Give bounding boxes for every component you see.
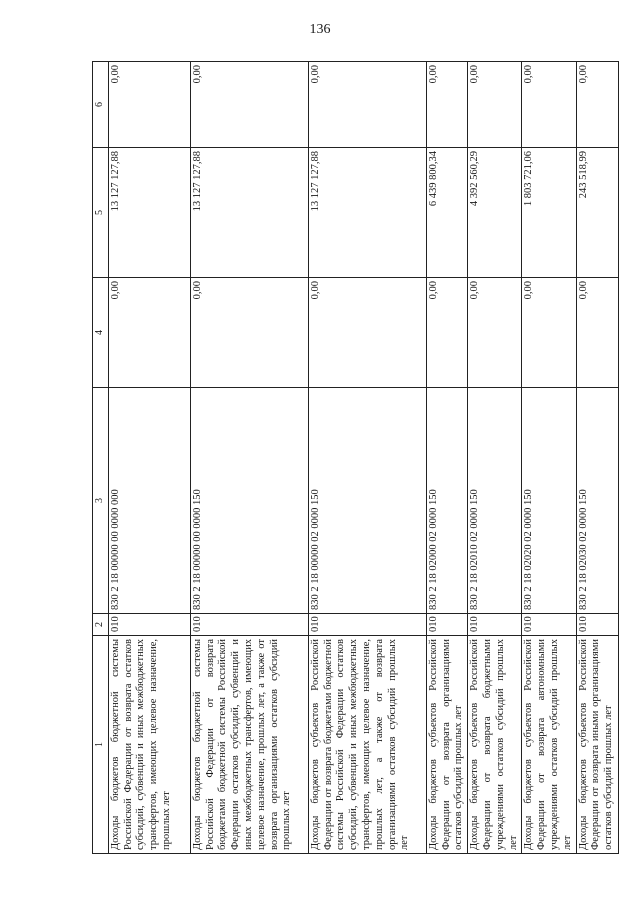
row-col-4: 0,00 (190, 278, 308, 388)
row-kbk: 830 2 18 02010 02 0000 150 (468, 388, 522, 614)
row-name: Доходы бюджетов субъектов Российской Федерации от возврата автономными учреждениями остатков субсидий прошлых лет (522, 636, 576, 854)
row-col-4: 0,00 (426, 278, 467, 388)
row-kbk: 830 2 18 02020 02 0000 150 (522, 388, 576, 614)
page-number: 136 (309, 22, 331, 37)
header-col-1: 1 (93, 636, 109, 854)
row-code: 010 (108, 614, 190, 636)
report-table (92, 61, 619, 854)
table-wrapper (92, 62, 615, 854)
table-row (108, 62, 190, 854)
row-name: Доходы бюджетов субъектов Российской Федерации от возврата бюджетными учреждениями остатков субсидий прошлых лет (468, 636, 522, 854)
rotated-table-area (92, 62, 615, 854)
row-code: 010 (576, 614, 618, 636)
row-col-4: 0,00 (522, 278, 576, 388)
row-col-6: 0,00 (468, 62, 522, 148)
row-name: Доходы бюджетов субъектов Российской Федерации от возврата иными организациями остатков субсидий прошлых лет (576, 636, 618, 854)
row-col-6: 0,00 (576, 62, 618, 148)
row-col-6: 0,00 (426, 62, 467, 148)
table-row (576, 62, 618, 854)
row-name: Доходы бюджетов субъектов Российской Федерации от возврата бюджетами бюджетной системы Российской Федерации остатков субсидий, субвенций и иных межбюджетных трансфертов, имеющих целевое назначение, прошлых лет, а также от возврата организациями остатков субсидий прошлых лет (308, 636, 426, 854)
row-kbk: 830 2 18 00000 00 0000 150 (190, 388, 308, 614)
header-col-3: 3 (93, 388, 109, 614)
row-col-6: 0,00 (190, 62, 308, 148)
row-col-4: 0,00 (108, 278, 190, 388)
row-name: Доходы бюджетов бюджетной системы Российской Федерации от возврата остатков субсидий, субвенций и иных межбюджетных трансфертов, имеющих целевое назначение, прошлых лет (108, 636, 190, 854)
row-kbk: 830 2 18 00000 02 0000 150 (308, 388, 426, 614)
row-code: 010 (190, 614, 308, 636)
row-col-6: 0,00 (522, 62, 576, 148)
row-kbk: 830 2 18 02030 02 0000 150 (576, 388, 618, 614)
row-col-6: 0,00 (108, 62, 190, 148)
row-kbk: 830 2 18 02000 02 0000 150 (426, 388, 467, 614)
row-code: 010 (522, 614, 576, 636)
row-col-5: 243 518,99 (576, 148, 618, 278)
row-col-6: 0,00 (308, 62, 426, 148)
row-code: 010 (426, 614, 467, 636)
row-col-4: 0,00 (576, 278, 618, 388)
row-col-5: 13 127 127,88 (108, 148, 190, 278)
table-row (522, 62, 576, 854)
row-code: 010 (308, 614, 426, 636)
row-col-4: 0,00 (308, 278, 426, 388)
row-col-5: 4 392 560,29 (468, 148, 522, 278)
table-row (426, 62, 467, 854)
table-row (190, 62, 308, 854)
row-col-5: 1 803 721,06 (522, 148, 576, 278)
table-row (308, 62, 426, 854)
row-col-5: 6 439 800,34 (426, 148, 467, 278)
row-code: 010 (468, 614, 522, 636)
row-kbk: 830 2 18 00000 00 0000 000 (108, 388, 190, 614)
table-row (468, 62, 522, 854)
header-col-4: 4 (93, 278, 109, 388)
header-col-6: 6 (93, 62, 109, 148)
row-col-5: 13 127 127,88 (308, 148, 426, 278)
row-name: Доходы бюджетов субъектов Российской Федерации от возврата организациями остатков субсидий прошлых лет (426, 636, 467, 854)
header-col-5: 5 (93, 148, 109, 278)
row-col-4: 0,00 (468, 278, 522, 388)
table-header-row (93, 62, 109, 854)
header-col-2: 2 (93, 614, 109, 636)
row-col-5: 13 127 127,88 (190, 148, 308, 278)
row-name: Доходы бюджетов бюджетной системы Российской Федерации от возврата бюджетами бюджетной системы Российской Федерации остатков субсидий, субвенций и иных межбюджетных трансфертов, имеющих целевое назначение, прошлых лет, а также от возврата организациями остатков субсидий прошлых лет (190, 636, 308, 854)
